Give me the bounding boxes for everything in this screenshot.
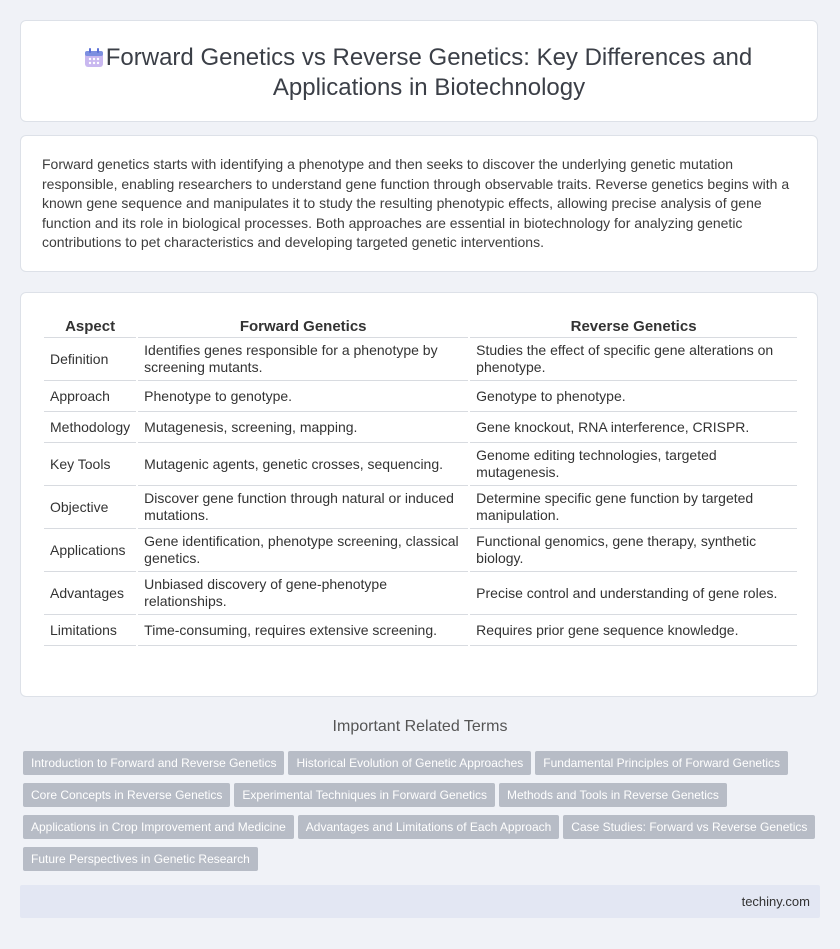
related-term-tag[interactable]: Applications in Crop Improvement and Medicine [23,815,294,839]
comparison-table-card [20,292,818,697]
row-forward: Time-consuming, requires extensive screening. [138,615,468,646]
row-reverse: Gene knockout, RNA interference, CRISPR. [470,412,797,443]
row-forward: Identifies genes responsible for a phenotype by screening mutants. [138,338,468,381]
comparison-table [42,313,799,646]
table-row [44,443,797,486]
row-reverse: Functional genomics, gene therapy, synthetic biology. [470,529,797,572]
related-term-tag[interactable]: Methods and Tools in Reverse Genetics [499,783,727,807]
row-aspect: Definition [44,338,136,381]
table-row [44,486,797,529]
related-terms-heading: Important Related Terms [332,718,508,735]
row-aspect: Advantages [44,572,136,615]
table-row [44,381,797,412]
footer [20,885,820,918]
related-term-tag[interactable]: Core Concepts in Reverse Genetics [23,783,230,807]
header-forward-genetics: Forward Genetics [138,313,468,338]
row-forward: Gene identification, phenotype screening, classical genetics. [138,529,468,572]
row-reverse: Determine specific gene function by targeted manipulation. [470,486,797,529]
row-reverse: Studies the effect of specific gene alterations on phenotype. [470,338,797,381]
row-forward: Unbiased discovery of gene-phenotype relationships. [138,572,468,615]
row-aspect: Applications [44,529,136,572]
row-aspect: Objective [44,486,136,529]
row-forward: Phenotype to genotype. [138,381,468,412]
header-reverse-genetics: Reverse Genetics [470,313,797,338]
row-reverse: Genome editing technologies, targeted mutagenesis. [470,443,797,486]
row-aspect: Approach [44,381,136,412]
row-reverse: Requires prior gene sequence knowledge. [470,615,797,646]
related-term-tag[interactable]: Historical Evolution of Genetic Approaches [288,751,531,775]
related-term-tag[interactable]: Case Studies: Forward vs Reverse Genetics [563,815,815,839]
row-reverse: Genotype to phenotype. [470,381,797,412]
related-terms-list [23,751,823,879]
row-aspect: Methodology [44,412,136,443]
row-forward: Mutagenic agents, genetic crosses, sequencing. [138,443,468,486]
related-term-tag[interactable]: Introduction to Forward and Reverse Genetics [23,751,284,775]
table-row [44,615,797,646]
related-term-tag[interactable]: Experimental Techniques in Forward Genetics [234,783,495,807]
table-row [44,412,797,443]
row-forward: Mutagenesis, screening, mapping. [138,412,468,443]
row-forward: Discover gene function through natural or induced mutations. [138,486,468,529]
table-row [44,338,797,381]
header-aspect: Aspect [44,313,136,338]
intro-card [20,135,818,272]
row-aspect: Limitations [44,615,136,646]
header-card [20,20,818,122]
related-term-tag[interactable]: Fundamental Principles of Forward Genetics [535,751,788,775]
table-row [44,529,797,572]
table-row [44,572,797,615]
footer-site-link[interactable]: techiny.com [741,894,810,909]
page-title: Forward Genetics vs Reverse Genetics: Key Differences and Applications in Biotechnology [105,44,753,101]
row-reverse: Precise control and understanding of gene roles. [470,572,797,615]
intro-paragraph: Forward genetics starts with identifying a phenotype and then seeks to discover the underlying genetic mutation responsible, enabling researchers to understand gene function through observable traits. Reverse genetics begins with a known gene sequence and manipulates it to study the resulting phenotypic effects, allowing precise analysis of gene function and its role in biological processes. Both approaches are essential in biotechnology for analyzing genetic contributions to pet characteristics and developing targeted genetic interventions. [42,156,790,251]
related-term-tag[interactable]: Future Perspectives in Genetic Research [23,847,258,871]
row-aspect: Key Tools [44,443,136,486]
table-header-row [44,313,797,338]
related-term-tag[interactable]: Advantages and Limitations of Each Approach [298,815,560,839]
